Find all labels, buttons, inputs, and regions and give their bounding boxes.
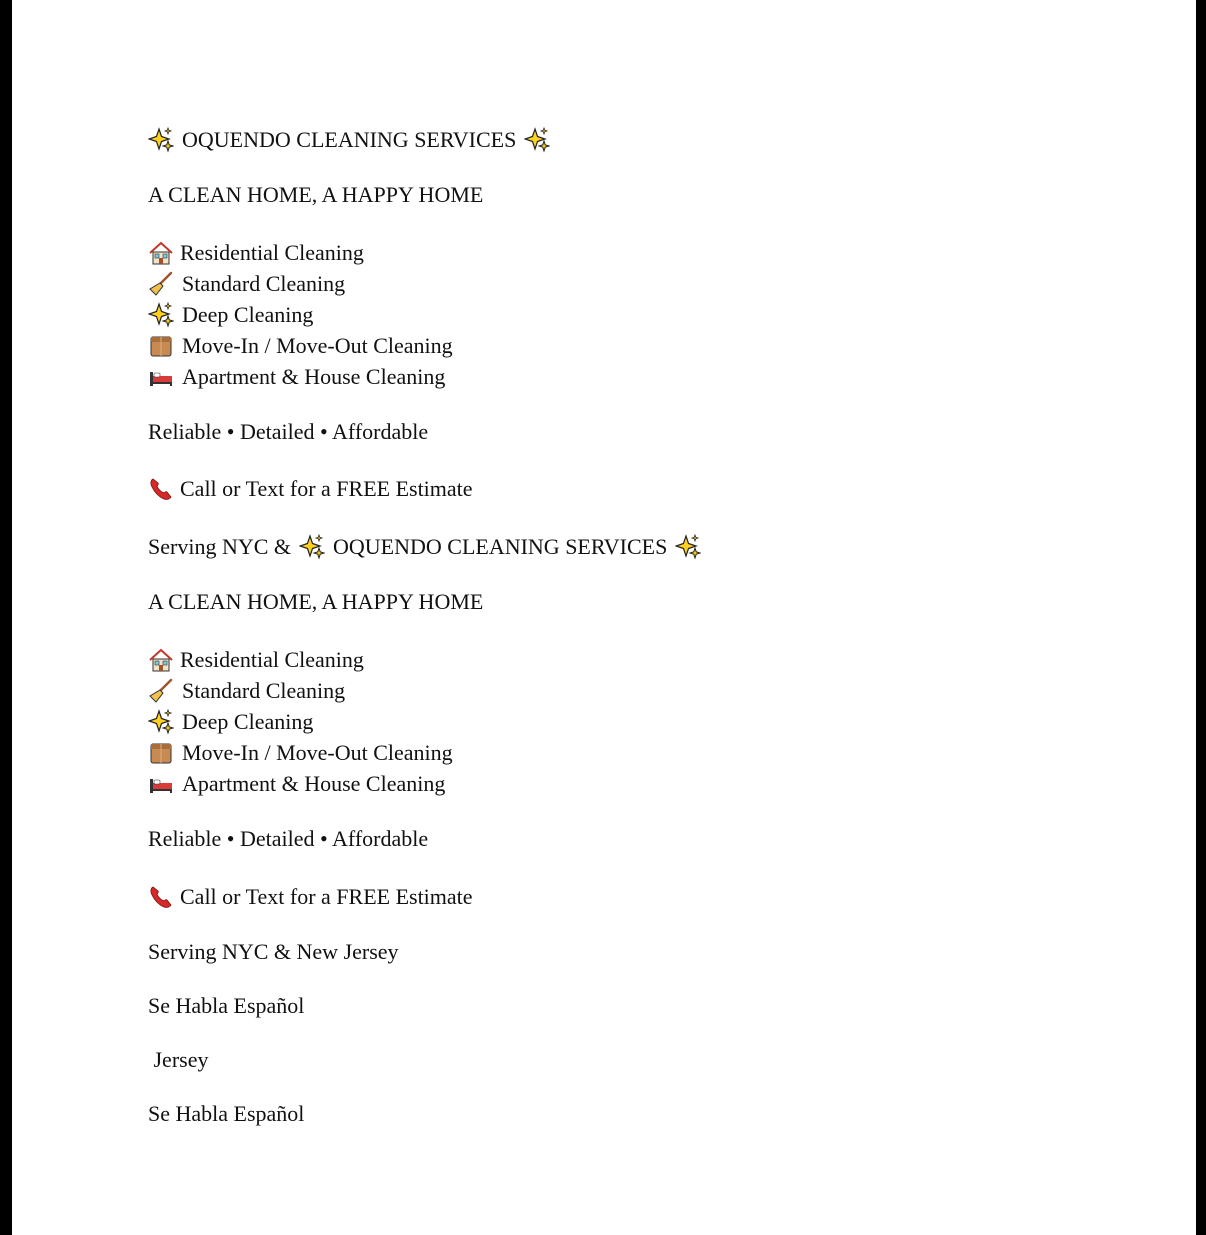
call-text: Call or Text for a FREE Estimate	[180, 476, 473, 501]
service-label: Residential Cleaning	[180, 647, 364, 672]
sparkles-icon	[299, 534, 325, 560]
service-item	[148, 646, 364, 674]
house-icon	[148, 647, 174, 673]
service-item	[148, 332, 453, 360]
service-label: Move-In / Move-Out Cleaning	[182, 333, 453, 358]
broom-icon	[148, 271, 174, 297]
phone-icon	[148, 476, 174, 502]
service-label: Move-In / Move-Out Cleaning	[182, 740, 453, 765]
slogan: A CLEAN HOME, A HAPPY HOME	[148, 182, 484, 207]
call-line	[148, 475, 473, 503]
service-item	[148, 270, 345, 298]
sparkles-icon	[148, 127, 174, 153]
jersey-line: Jersey	[148, 1047, 209, 1072]
spanish-line: Se Habla Español	[148, 1101, 305, 1126]
service-label: Deep Cleaning	[182, 302, 314, 327]
service-item	[148, 239, 364, 267]
title-line	[148, 126, 550, 154]
sparkles-icon	[148, 302, 174, 328]
serving-line	[148, 533, 701, 561]
service-item	[148, 739, 453, 767]
service-label: Apartment & House Cleaning	[182, 771, 446, 796]
bed-icon	[148, 364, 174, 390]
service-label: Apartment & House Cleaning	[182, 364, 446, 389]
broom-icon	[148, 678, 174, 704]
phone-icon	[148, 884, 174, 910]
call-line	[148, 883, 473, 911]
service-label: Residential Cleaning	[180, 240, 364, 265]
sparkles-icon	[148, 709, 174, 735]
slogan: A CLEAN HOME, A HAPPY HOME	[148, 589, 484, 614]
page-title: OQUENDO CLEANING SERVICES	[182, 127, 517, 152]
serving-title: OQUENDO CLEANING SERVICES	[333, 534, 668, 559]
service-label: Standard Cleaning	[182, 271, 346, 296]
tagline: Reliable • Detailed • Affordable	[148, 419, 429, 444]
service-item	[148, 363, 445, 391]
service-label: Deep Cleaning	[182, 709, 314, 734]
service-item	[148, 770, 445, 798]
house-icon	[148, 240, 174, 266]
tagline: Reliable • Detailed • Affordable	[148, 826, 429, 851]
call-text: Call or Text for a FREE Estimate	[180, 884, 473, 909]
service-item	[148, 677, 345, 705]
service-label: Standard Cleaning	[182, 678, 346, 703]
document-page	[12, 0, 1196, 1235]
box-icon	[148, 333, 174, 359]
serving-line: Serving NYC & New Jersey	[148, 939, 399, 964]
serving-prefix: Serving NYC &	[148, 534, 291, 559]
spanish-line: Se Habla Español	[148, 993, 305, 1018]
service-item	[148, 708, 313, 736]
box-icon	[148, 740, 174, 766]
service-item	[148, 301, 313, 329]
bed-icon	[148, 771, 174, 797]
sparkles-icon	[675, 534, 701, 560]
sparkles-icon	[524, 127, 550, 153]
